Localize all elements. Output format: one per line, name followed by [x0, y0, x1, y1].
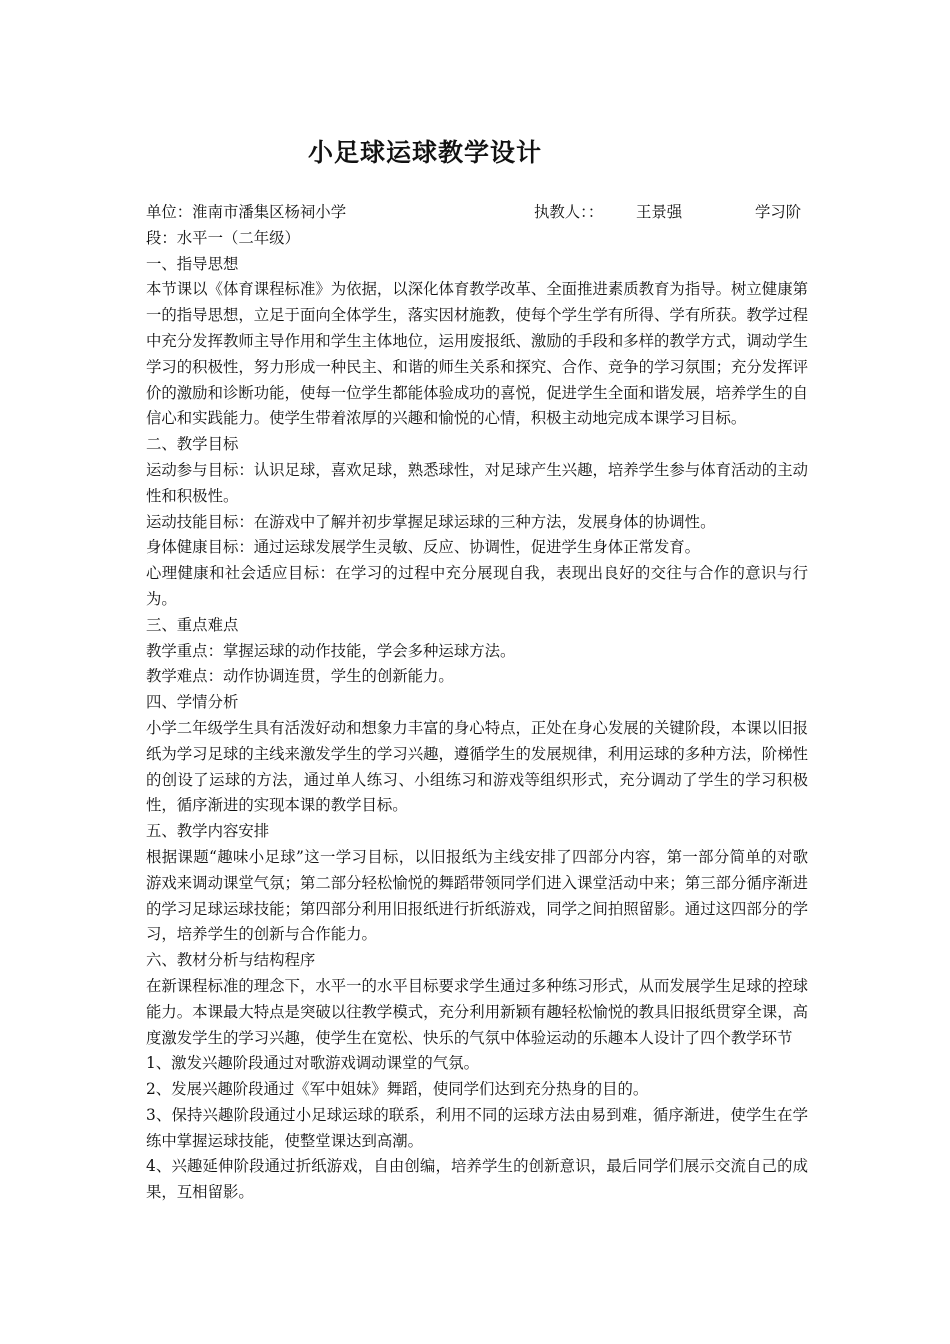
list-item: 2、发展兴趣阶段通过《军中姐妹》舞蹈，使同学们达到充分热身的目的。	[146, 1080, 649, 1099]
section-heading: 一、指导思想	[146, 254, 239, 273]
paragraph: 运动参与目标：认识足球，喜欢足球，熟悉球性，对足球产生兴趣，培养学生参与体育活动的主动性和积极性。	[146, 460, 808, 505]
paragraph: 在新课程标准的理念下，水平一的水平目标要求学生通过多种练习形式，从而发展学生足球的控球能力。本课最大特点是突破以往教学模式，充分利用新颖有趣轻松愉悦的教具旧报纸贯穿全课，高度激发学生的学习兴趣，使学生在宽松、快乐的气氛中体验运动的乐趣本人设计了四个教学环节	[146, 976, 808, 1047]
section-heading: 六、教材分析与结构程序	[146, 951, 316, 970]
document-title: 小足球运球教学设计	[307, 138, 542, 167]
teacher-name: 王景强	[636, 203, 683, 221]
paragraph: 本节课以《体育课程标准》为依据，以深化体育教学改革、全面推进素质教育为指导。树立健康第一的指导思想，立足于面向全体学生，落实因材施教，使每个学生学有所得、学有所获。教学过程中充分发挥教师主导作用和学生主体地位，运用废报纸、激励的手段和多样的教学方式，调动学生学习的积极性，努力形成一种民主、和谐的师生关系和探究、合作、竞争的学习氛围；充分发挥评价的激励和诊断功能，使每一位学生都能体验成功的喜悦，促进学生全面和谐发展，培养学生的自信心和实践能力。使学生带着浓厚的兴趣和愉悦的心情，积极主动地完成本课学习目标。	[146, 280, 808, 428]
unit-text: 单位：淮南市潘集区杨祠小学	[146, 203, 347, 221]
section-heading: 四、学情分析	[146, 693, 239, 712]
list-item: 4、兴趣延伸阶段通过折纸游戏，自由创编，培养学生的创新意识，最后同学们展示交流自己的成果，互相留影。	[146, 1157, 808, 1202]
stage-value: 段：水平一（二年级）	[146, 228, 300, 247]
header-line	[146, 200, 808, 226]
paragraph: 根据课题“趣味小足球”这一学习目标，以旧报纸为主线安排了四部分内容，第一部分简单的对歌游戏来调动课堂气氛；第二部分轻松愉悦的舞蹈带领同学们进入课堂活动中来；第三部分循序渐进的学习足球运球技能；第四部分利用旧报纸进行折纸游戏，同学之间拍照留影。通过这四部分的学习，培养学生的创新与合作能力。	[146, 847, 808, 944]
paragraph: 教学难点：动作协调连贯，学生的创新能力。	[146, 667, 454, 686]
paragraph: 运动技能目标：在游戏中了解并初步掌握足球运球的三种方法，发展身体的协调性。	[146, 512, 716, 531]
section-heading: 三、重点难点	[146, 615, 239, 634]
paragraph: 身体健康目标：通过运球发展学生灵敏、反应、协调性，促进学生身体正常发育。	[146, 538, 701, 557]
section-heading: 五、教学内容安排	[146, 822, 270, 841]
section-heading: 二、教学目标	[146, 435, 239, 454]
paragraph: 教学重点：掌握运球的动作技能，学会多种运球方法。	[146, 641, 516, 660]
stage-label: 学习阶	[755, 203, 802, 221]
teacher-label: 执教人：：	[534, 203, 604, 221]
document-body	[146, 200, 808, 1206]
paragraph: 小学二年级学生具有活泼好动和想象力丰富的身心特点，正处在身心发展的关键阶段，本课以旧报纸为学习足球的主线来激发学生的学习兴趣，遵循学生的发展规律，利用运球的多种方法，阶梯性的创设了运球的方法，通过单人练习、小组练习和游戏等组织形式，充分调动了学生的学习积极性，循序渐进的实现本课的教学目标。	[146, 718, 808, 815]
list-item: 1、激发兴趣阶段通过对歌游戏调动课堂的气氛。	[146, 1054, 479, 1073]
paragraph: 心理健康和社会适应目标：在学习的过程中充分展现自我，表现出良好的交往与合作的意识与行为。	[146, 564, 808, 608]
list-item: 3、保持兴趣阶段通过小足球运球的联系，利用不同的运球方法由易到难，循序渐进，使学生在学练中掌握运球技能，使整堂课达到高潮。	[146, 1105, 808, 1150]
